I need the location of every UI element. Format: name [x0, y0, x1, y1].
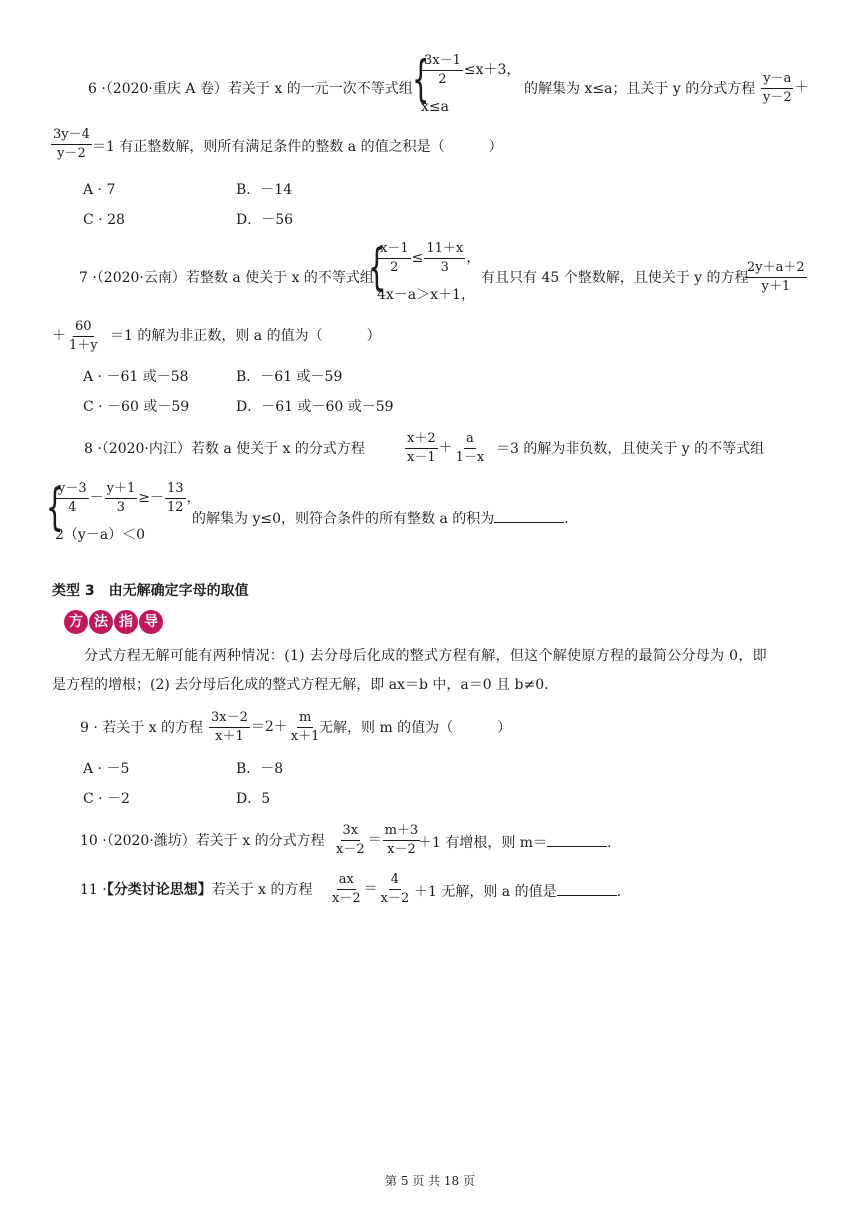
q9-option-a: A · －5: [83, 761, 130, 777]
q6-stem-b: 的解集为 x≤a；且关于 y 的分式方程: [524, 81, 756, 97]
q6-sys-frac: $\frac{3x-1}{2}$: [424, 53, 461, 87]
q6-system-brace: {: [412, 50, 430, 108]
q11-tag: 【分类讨论思想】: [106, 882, 212, 898]
q6-option-a: A · 7: [83, 182, 116, 198]
q8-system-top: $\frac{y-3}{4}$ － $\frac{y+1}{3}$ ≥－ $\frac{13}{12}$ ，: [58, 481, 201, 515]
q11-equation: $\frac{ax}{x-2}$ ＝ $\frac{4}{x-2}$: [332, 872, 410, 906]
q7-stem-c: ＝1 的解为非正数，则 a 的值为（ ）: [110, 328, 381, 344]
q9-stem-a: 9 · 若关于 x 的方程: [80, 720, 204, 736]
q10-answer-blank[interactable]: [547, 834, 607, 847]
q6-frac1: $\frac{y-a}{y-2}$ ＋: [763, 71, 809, 105]
q8-system-bottom: 2（y－a）＜0: [55, 527, 146, 543]
page-footer: 第 5 页 共 18 页: [385, 1174, 475, 1188]
q7-system-bottom: 4x－a＞x＋1，: [377, 287, 475, 303]
q7-system-brace: {: [368, 238, 386, 296]
q11-answer-blank[interactable]: [557, 883, 617, 896]
q6-option-b: B．－14: [236, 182, 293, 198]
q11-stem-a: 11 ·【分类讨论思想】若关于 x 的方程: [80, 882, 313, 898]
q7-frac2: ＋ $\frac{60}{1+y}$: [52, 319, 98, 353]
q9-option-c: C · －2: [83, 791, 130, 807]
q9-equation: $\frac{3x-2}{x+1}$ ＝2＋ $\frac{m}{x+1}$: [211, 710, 320, 744]
q8-stem-c: 的解集为 y≤0，则符合条件的所有整数 a 的积为 .: [192, 511, 569, 527]
q8-stem-a: 8 ·（2020·内江）若数 a 使关于 x 的分式方程: [84, 441, 365, 457]
q6-option-d: D．－56: [236, 212, 294, 228]
q7-option-b: B．－61 或－59: [236, 369, 343, 385]
q6-system-top: $\frac{3x-1}{2}$ ≤x＋3，: [424, 53, 521, 87]
q7-system-top: $\frac{x-1}{2}$ ≤ $\frac{11+x}{3}$ ，: [380, 241, 481, 275]
q10-stem-a: 10 ·（2020·潍坊）若关于 x 的分式方程: [80, 833, 325, 849]
q7-frac1: $\frac{2y+a+2}{y+1}$: [747, 260, 805, 294]
q8-answer-blank[interactable]: [494, 510, 564, 523]
method-guide-badge: 方 法 指 导: [64, 610, 163, 634]
q10-stem-b: ＋1 有增根，则 m＝ .: [418, 835, 612, 851]
q7-option-a: A · －61 或－58: [83, 369, 189, 385]
q9-option-d: D．5: [236, 791, 271, 807]
q7-stem-b: 有且只有 45 个整数解，且使关于 y 的方程: [481, 270, 749, 286]
q9-stem-b: 无解，则 m 的值为（ ）: [319, 720, 512, 736]
q6-frac2: $\frac{3y-4}{y-2}$: [53, 127, 90, 161]
q6-stem-c: ＝1 有正整数解，则所有满足条件的整数 a 的值之积是（ ）: [92, 139, 503, 155]
q6-system-bottom: x≤a: [421, 99, 449, 115]
q6-stem-a: 6 ·（2020·重庆 A 卷）若关于 x 的一元一次不等式组: [88, 81, 413, 97]
q7-option-c: C · －60 或－59: [83, 399, 190, 415]
q8-fracs: $\frac{x+2}{x-1}$ ＋ $\frac{a}{1-x}$: [407, 431, 485, 465]
q7-stem-a: 7 ·（2020·云南）若整数 a 使关于 x 的不等式组: [79, 270, 374, 286]
q10-equation: $\frac{3x}{x-2}$ ＝ $\frac{m+3}{x-2}$: [336, 823, 419, 857]
q7-option-d: D．－61 或－60 或－59: [236, 399, 394, 415]
section-title: 类型 3 由无解确定字母的取值: [52, 583, 249, 599]
q6-option-c: C · 28: [83, 212, 125, 228]
q9-option-b: B．－8: [236, 761, 284, 777]
q8-stem-b: ＝3 的解为非负数，且使关于 y 的不等式组: [496, 441, 765, 457]
q11-stem-c: ＋1 无解，则 a 的值是 .: [414, 884, 622, 900]
q8-system-brace: {: [46, 478, 64, 536]
guide-line-1: 分式方程无解可能有两种情况：(1) 去分母后化成的整式方程有解，但这个解使原方程的最简公分母为 0，即: [84, 648, 767, 664]
guide-line-2: 是方程的增根；(2) 去分母后化成的整式方程无解，即 ax＝b 中，a＝0 且 b≠0.: [52, 677, 549, 693]
